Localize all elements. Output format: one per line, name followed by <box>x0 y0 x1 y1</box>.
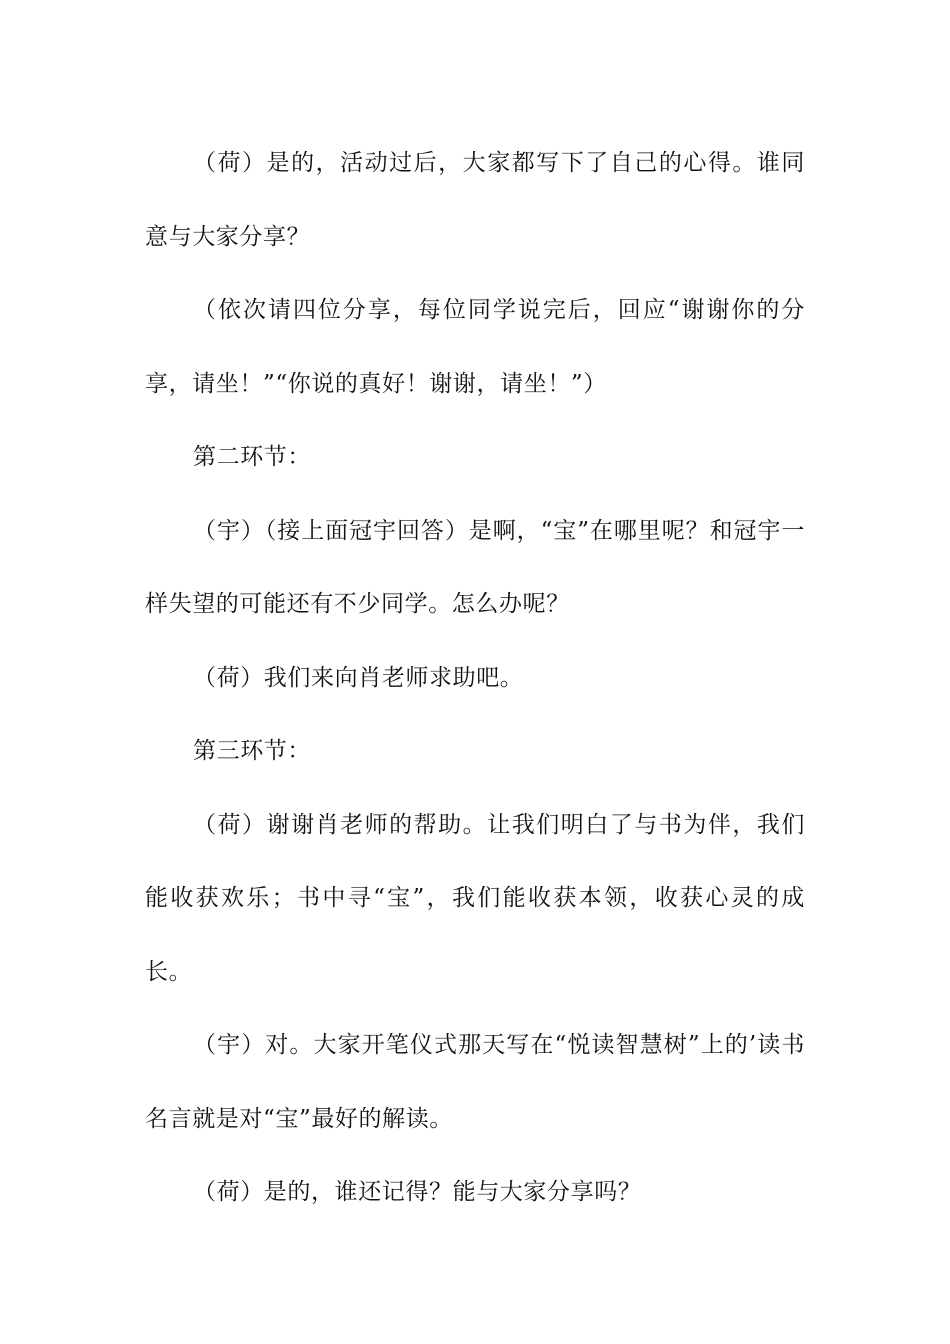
paragraph-3: （宇）（接上面冠宇回答）是啊，“宝”在哪里呢？和冠宇一样失望的可能还有不少同学。怎么办呢？ <box>145 517 805 617</box>
document-body <box>145 127 805 1230</box>
paragraph-7: （荷）是的，谁还记得？能与大家分享吗？ <box>193 1179 642 1205</box>
paragraph-6: （宇）对。大家开笔仪式那天写在“悦读智慧树”上的’读书名言就是对“宝”最好的解读。 <box>145 1032 805 1132</box>
section-heading-3: 第三环节： <box>193 738 311 764</box>
paragraph-5: （荷）谢谢肖老师的帮助。让我们明白了与书为伴，我们能收获欢乐；书中寻“宝”，我们能收获本领，收获心灵的成长。 <box>145 811 805 985</box>
paragraph-1: （荷）是的，活动过后，大家都写下了自己的心得。谁同意与大家分享？ <box>145 150 805 250</box>
section-heading-2: 第二环节： <box>193 444 311 470</box>
paragraph-4: （荷）我们来向肖老师求助吧。 <box>193 664 524 691</box>
paragraph-2: （依次请四位分享，每位同学说完后，回应“谢谢你的分享，请坐！”“你说的真好！谢谢，请坐！”） <box>145 297 805 397</box>
